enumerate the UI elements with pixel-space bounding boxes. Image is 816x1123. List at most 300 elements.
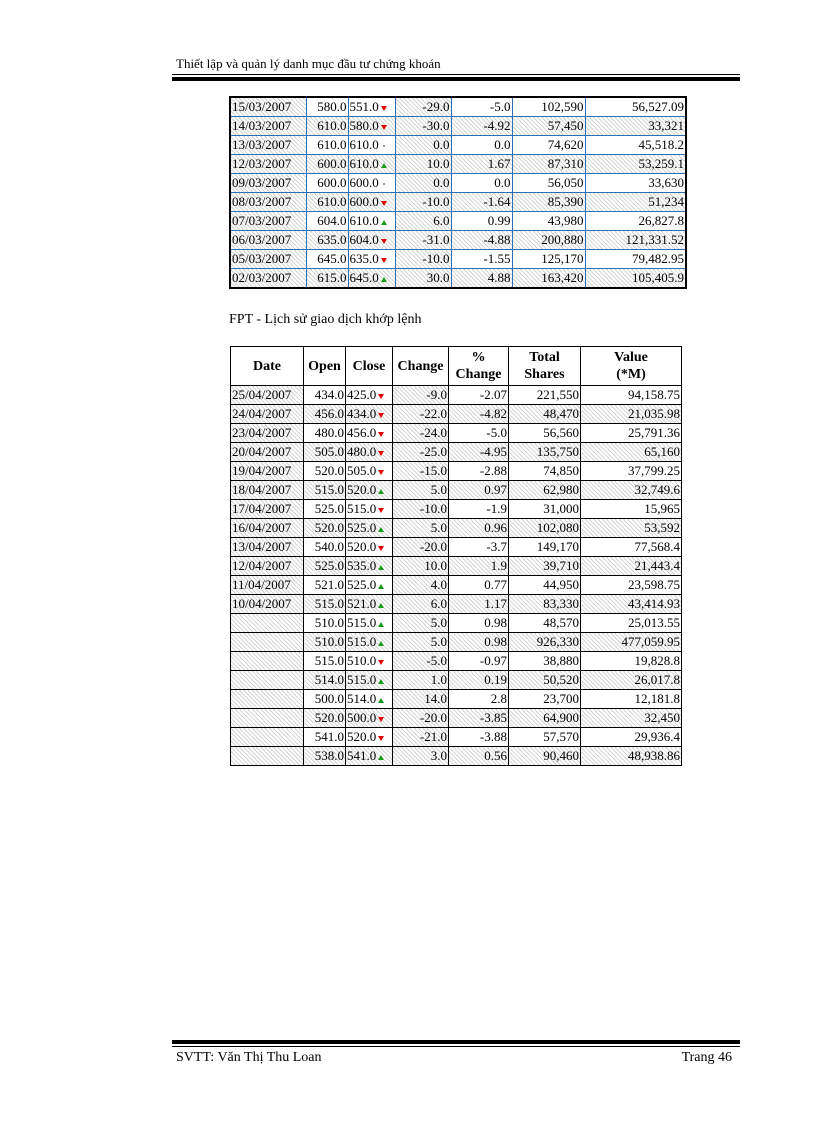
cell-open-text: 600.0 xyxy=(317,175,347,190)
arrow-up-icon xyxy=(378,622,384,627)
cell-pct xyxy=(451,117,512,136)
cell-open-text: 434.0 xyxy=(314,387,344,402)
cell-value-text: 26,017.8 xyxy=(634,672,680,687)
cell-pct-text: 0.97 xyxy=(484,482,507,497)
cell-close xyxy=(346,614,393,633)
cell-value-text: 94,158.75 xyxy=(628,387,680,402)
table-row xyxy=(230,97,686,117)
cell-close-text: 600.0 xyxy=(349,194,379,209)
cell-open-text: 505.0 xyxy=(314,444,344,459)
cell-date xyxy=(231,481,304,500)
table-row xyxy=(231,576,682,595)
cell-change xyxy=(395,212,451,231)
cell-value xyxy=(585,97,686,117)
cell-shares-text: 48,470 xyxy=(543,406,579,421)
cell-close xyxy=(348,231,395,250)
arrow-down-icon xyxy=(378,470,384,475)
cell-change xyxy=(393,481,449,500)
cell-change-text: -5.0 xyxy=(426,653,447,668)
cell-change-text: -10.0 xyxy=(419,501,447,516)
cell-shares-text: 200,880 xyxy=(541,232,584,247)
cell-pct-text: -4.88 xyxy=(483,232,511,247)
cell-close xyxy=(346,690,393,709)
table-row xyxy=(231,519,682,538)
cell-close xyxy=(346,443,393,462)
cell-date xyxy=(231,747,304,766)
cell-value xyxy=(581,557,682,576)
table-row xyxy=(231,386,682,405)
cell-pct-text: 2.8 xyxy=(490,691,507,706)
cell-pct-text: -2.07 xyxy=(479,387,507,402)
cell-change xyxy=(393,728,449,747)
header-value-line2: (*M) xyxy=(616,367,646,382)
cell-value-text: 32,450 xyxy=(644,710,680,725)
table-header-row xyxy=(231,347,682,386)
cell-open xyxy=(306,212,348,231)
cell-change-text: -10.0 xyxy=(422,251,450,266)
cell-shares xyxy=(509,424,581,443)
header-rule-thick xyxy=(172,77,740,81)
cell-change-text: -21.0 xyxy=(419,729,447,744)
cell-close-text: 514.0 xyxy=(347,691,377,706)
cell-value-text: 15,965 xyxy=(644,501,680,516)
cell-open xyxy=(304,462,346,481)
arrow-up-icon xyxy=(378,755,384,760)
cell-shares-text: 50,520 xyxy=(543,672,579,687)
cell-open-text: 515.0 xyxy=(314,482,344,497)
table-row xyxy=(231,405,682,424)
cell-pct xyxy=(449,576,509,595)
arrow-down-icon xyxy=(378,413,384,418)
cell-date xyxy=(231,557,304,576)
table-row xyxy=(231,424,682,443)
cell-open-text: 514.0 xyxy=(314,672,344,687)
cell-pct-text: -4.92 xyxy=(483,118,511,133)
cell-change xyxy=(393,652,449,671)
cell-pct xyxy=(449,386,509,405)
cell-shares-text: 48,570 xyxy=(543,615,579,630)
arrow-down-icon xyxy=(381,125,387,130)
cell-open-text: 510.0 xyxy=(314,615,344,630)
cell-value-text: 45,518.2 xyxy=(638,137,684,152)
cell-shares xyxy=(509,557,581,576)
cell-shares xyxy=(509,728,581,747)
cell-pct xyxy=(449,709,509,728)
cell-shares-text: 149,170 xyxy=(536,539,579,554)
cell-date-text: 10/04/2007 xyxy=(232,596,292,611)
cell-change-text: 5.0 xyxy=(430,482,447,497)
cell-value xyxy=(581,747,682,766)
cell-shares-text: 38,880 xyxy=(543,653,579,668)
cell-open xyxy=(306,193,348,212)
cell-change xyxy=(395,155,451,174)
cell-close xyxy=(346,747,393,766)
cell-change xyxy=(393,405,449,424)
cell-close xyxy=(348,117,395,136)
cell-open xyxy=(304,614,346,633)
cell-pct-text: -3.88 xyxy=(479,729,507,744)
cell-open-text: 456.0 xyxy=(314,406,344,421)
arrow-up-icon xyxy=(378,527,384,532)
table-row xyxy=(230,155,686,174)
cell-date xyxy=(231,424,304,443)
cell-pct-text: 0.96 xyxy=(484,520,507,535)
cell-close xyxy=(346,424,393,443)
cell-value-text: 65,160 xyxy=(644,444,680,459)
cell-close xyxy=(346,595,393,614)
cell-shares xyxy=(512,250,585,269)
cell-shares-text: 83,330 xyxy=(543,596,579,611)
cell-value-text: 53,259.1 xyxy=(638,156,684,171)
cell-open xyxy=(304,709,346,728)
cell-value-text: 21,035.98 xyxy=(628,406,680,421)
cell-close-text: 525.0 xyxy=(347,520,377,535)
cell-date xyxy=(230,117,306,136)
cell-close-text: 515.0 xyxy=(347,501,377,516)
cell-date-text: 20/04/2007 xyxy=(232,444,292,459)
cell-value xyxy=(581,576,682,595)
cell-open-text: 615.0 xyxy=(317,270,347,285)
cell-value-text: 25,013.55 xyxy=(628,615,680,630)
cell-close xyxy=(346,519,393,538)
cell-value-text: 51,234 xyxy=(648,194,684,209)
table-row xyxy=(231,652,682,671)
cell-shares-text: 85,390 xyxy=(547,194,584,209)
cell-change xyxy=(395,231,451,250)
cell-shares xyxy=(512,212,585,231)
header-value xyxy=(581,347,682,386)
cell-shares xyxy=(509,481,581,500)
cell-pct-text: 4.88 xyxy=(487,270,511,285)
cell-value-text: 12,181.8 xyxy=(634,691,680,706)
cell-shares xyxy=(512,269,585,289)
cell-shares-text: 57,450 xyxy=(547,118,584,133)
footer-rule-thin xyxy=(172,1046,740,1047)
table-row xyxy=(231,690,682,709)
cell-change-text: -9.0 xyxy=(426,387,447,402)
cell-value xyxy=(581,424,682,443)
table-row xyxy=(231,671,682,690)
cell-shares-text: 74,620 xyxy=(547,137,584,152)
dot-icon xyxy=(383,145,385,147)
cell-shares xyxy=(509,633,581,652)
header-total-shares xyxy=(509,347,581,386)
table-row xyxy=(231,481,682,500)
cell-close-text: 580.0 xyxy=(349,118,379,133)
cell-open xyxy=(304,443,346,462)
cell-value-text: 48,938.86 xyxy=(628,748,680,763)
table-row xyxy=(231,500,682,519)
table-row xyxy=(231,614,682,633)
header-shares-line1: Total xyxy=(529,350,560,365)
cell-change xyxy=(395,193,451,212)
cell-open-text: 525.0 xyxy=(314,501,344,516)
cell-value xyxy=(585,155,686,174)
cell-pct xyxy=(449,690,509,709)
cell-change-text: 3.0 xyxy=(430,748,447,763)
cell-pct-text: -1.55 xyxy=(483,251,511,266)
cell-shares xyxy=(509,614,581,633)
cell-change-text: 10.0 xyxy=(424,558,447,573)
cell-change-text: 14.0 xyxy=(424,691,447,706)
cell-pct-text: 0.19 xyxy=(484,672,507,687)
table-row xyxy=(230,250,686,269)
arrow-down-icon xyxy=(378,508,384,513)
cell-shares xyxy=(509,747,581,766)
cell-date-text: 11/04/2007 xyxy=(232,577,291,592)
cell-close xyxy=(348,269,395,289)
cell-shares xyxy=(512,193,585,212)
cell-open-text: 520.0 xyxy=(314,463,344,478)
cell-close xyxy=(346,652,393,671)
cell-pct xyxy=(449,538,509,557)
cell-date xyxy=(231,443,304,462)
cell-date xyxy=(231,614,304,633)
cell-open xyxy=(306,174,348,193)
cell-close-text: 535.0 xyxy=(347,558,377,573)
cell-close-text: 610.0 xyxy=(349,213,379,228)
cell-date-text: 13/04/2007 xyxy=(232,539,292,554)
cell-pct xyxy=(449,443,509,462)
arrow-down-icon xyxy=(378,432,384,437)
cell-close xyxy=(348,212,395,231)
cell-value xyxy=(581,481,682,500)
cell-close-text: 480.0 xyxy=(347,444,377,459)
cell-date xyxy=(230,174,306,193)
cell-open xyxy=(304,690,346,709)
cell-shares xyxy=(509,709,581,728)
header-open: Open xyxy=(304,347,346,386)
cell-close xyxy=(346,728,393,747)
cell-date-text: 02/03/2007 xyxy=(232,270,292,285)
cell-close xyxy=(346,481,393,500)
arrow-up-icon xyxy=(381,220,387,225)
arrow-down-icon xyxy=(378,394,384,399)
cell-pct-text: 1.17 xyxy=(484,596,507,611)
cell-pct-text: 0.98 xyxy=(484,634,507,649)
cell-close-text: 635.0 xyxy=(349,251,379,266)
cell-shares-text: 87,310 xyxy=(547,156,584,171)
header-close: Close xyxy=(346,347,393,386)
cell-open-text: 521.0 xyxy=(314,577,344,592)
arrow-down-icon xyxy=(378,717,384,722)
cell-pct-text: -5.0 xyxy=(486,425,507,440)
cell-close xyxy=(346,462,393,481)
cell-change-text: 6.0 xyxy=(430,596,447,611)
cell-value xyxy=(581,500,682,519)
cell-close-text: 541.0 xyxy=(347,748,377,763)
cell-close-text: 425.0 xyxy=(347,387,377,402)
cell-open xyxy=(306,231,348,250)
table-row xyxy=(230,136,686,155)
header-shares-line2: Shares xyxy=(524,367,565,382)
cell-pct xyxy=(451,250,512,269)
cell-open-text: 480.0 xyxy=(314,425,344,440)
cell-pct xyxy=(449,462,509,481)
cell-pct-text: 0.98 xyxy=(484,615,507,630)
cell-shares-text: 23,700 xyxy=(543,691,579,706)
cell-close-text: 610.0 xyxy=(349,156,379,171)
arrow-down-icon xyxy=(378,451,384,456)
cell-value-text: 37,799.25 xyxy=(628,463,680,478)
cell-change-text: -31.0 xyxy=(422,232,450,247)
cell-shares xyxy=(512,174,585,193)
cell-shares-text: 135,750 xyxy=(536,444,579,459)
cell-open-text: 580.0 xyxy=(317,99,347,114)
cell-date-text: 23/04/2007 xyxy=(232,425,292,440)
cell-shares xyxy=(512,97,585,117)
cell-pct xyxy=(449,481,509,500)
arrow-down-icon xyxy=(381,106,387,111)
cell-change-text: 10.0 xyxy=(426,156,450,171)
cell-change-text: 1.0 xyxy=(430,672,447,687)
cell-value xyxy=(581,633,682,652)
arrow-down-icon xyxy=(381,201,387,206)
cell-pct-text: -4.82 xyxy=(479,406,507,421)
cell-pct-text: -3.7 xyxy=(486,539,507,554)
cell-pct xyxy=(449,747,509,766)
cell-date xyxy=(230,97,306,117)
cell-close xyxy=(346,538,393,557)
cell-close-text: 551.0 xyxy=(349,99,379,114)
table-row xyxy=(231,557,682,576)
cell-change xyxy=(395,269,451,289)
cell-change xyxy=(393,443,449,462)
cell-date-text: 16/04/2007 xyxy=(232,520,292,535)
table-row xyxy=(230,174,686,193)
cell-change xyxy=(393,424,449,443)
cell-date xyxy=(230,212,306,231)
cell-pct xyxy=(451,269,512,289)
cell-value xyxy=(581,443,682,462)
cell-change-text: 5.0 xyxy=(430,634,447,649)
cell-value xyxy=(585,193,686,212)
cell-shares-text: 62,980 xyxy=(543,482,579,497)
cell-open-text: 610.0 xyxy=(317,118,347,133)
cell-date-text: 09/03/2007 xyxy=(232,175,292,190)
cell-shares xyxy=(509,519,581,538)
cell-value xyxy=(585,269,686,289)
cell-pct-text: 0.99 xyxy=(487,213,511,228)
cell-close-text: 515.0 xyxy=(347,672,377,687)
cell-open xyxy=(304,652,346,671)
price-history-table-march xyxy=(229,96,687,289)
cell-open-text: 610.0 xyxy=(317,194,347,209)
cell-change-text: 0.0 xyxy=(433,137,450,152)
cell-open-text: 600.0 xyxy=(317,156,347,171)
cell-pct xyxy=(451,193,512,212)
cell-date xyxy=(231,538,304,557)
cell-value xyxy=(585,174,686,193)
cell-open xyxy=(306,250,348,269)
cell-value xyxy=(581,652,682,671)
cell-date-text: 15/03/2007 xyxy=(232,99,292,114)
cell-shares-text: 90,460 xyxy=(543,748,579,763)
cell-open xyxy=(306,97,348,117)
cell-change xyxy=(393,614,449,633)
cell-value-text: 56,527.09 xyxy=(632,99,684,114)
cell-change xyxy=(393,747,449,766)
cell-shares-text: 31,000 xyxy=(543,501,579,516)
cell-pct xyxy=(449,614,509,633)
cell-shares-text: 44,950 xyxy=(543,577,579,592)
cell-open xyxy=(304,481,346,500)
cell-value-text: 29,936.4 xyxy=(634,729,680,744)
cell-date-text: 05/03/2007 xyxy=(232,251,292,266)
cell-date xyxy=(231,709,304,728)
header-change: Change xyxy=(393,347,449,386)
cell-pct-text: 0.77 xyxy=(484,577,507,592)
table-row xyxy=(231,538,682,557)
cell-open-text: 515.0 xyxy=(314,653,344,668)
table-row xyxy=(231,633,682,652)
table-row xyxy=(230,231,686,250)
cell-value-text: 105,405.9 xyxy=(632,270,684,285)
cell-pct xyxy=(449,595,509,614)
cell-value xyxy=(585,231,686,250)
cell-pct xyxy=(449,519,509,538)
cell-date xyxy=(230,193,306,212)
cell-pct xyxy=(451,174,512,193)
cell-value-text: 121,331.52 xyxy=(625,232,684,247)
cell-date-text: 18/04/2007 xyxy=(232,482,292,497)
cell-close xyxy=(348,250,395,269)
arrow-up-icon xyxy=(381,277,387,282)
cell-close-text: 520.0 xyxy=(347,729,377,744)
cell-value-text: 25,791.36 xyxy=(628,425,680,440)
cell-pct xyxy=(451,155,512,174)
table-row xyxy=(231,595,682,614)
cell-close-text: 515.0 xyxy=(347,634,377,649)
cell-close xyxy=(348,174,395,193)
cell-change-text: -30.0 xyxy=(422,118,450,133)
cell-change-text: -20.0 xyxy=(419,539,447,554)
cell-date xyxy=(230,269,306,289)
cell-value-text: 21,443.4 xyxy=(634,558,680,573)
cell-shares xyxy=(512,136,585,155)
cell-pct-text: -3.85 xyxy=(479,710,507,725)
cell-change xyxy=(395,250,451,269)
cell-change xyxy=(393,709,449,728)
cell-date xyxy=(231,386,304,405)
cell-close xyxy=(348,193,395,212)
cell-value-text: 33,321 xyxy=(648,118,684,133)
cell-shares xyxy=(509,462,581,481)
cell-close-text: 456.0 xyxy=(347,425,377,440)
cell-date xyxy=(230,155,306,174)
arrow-up-icon xyxy=(381,163,387,168)
cell-pct xyxy=(451,212,512,231)
cell-shares xyxy=(509,538,581,557)
cell-shares-text: 74,850 xyxy=(543,463,579,478)
cell-close xyxy=(346,709,393,728)
cell-date xyxy=(231,690,304,709)
cell-date xyxy=(230,250,306,269)
cell-value-text: 43,414.93 xyxy=(628,596,680,611)
cell-pct xyxy=(449,633,509,652)
cell-open-text: 520.0 xyxy=(314,520,344,535)
cell-change-text: 5.0 xyxy=(430,615,447,630)
header-pct-line1: % xyxy=(471,350,486,365)
cell-open-text: 510.0 xyxy=(314,634,344,649)
cell-value xyxy=(581,538,682,557)
cell-pct xyxy=(449,652,509,671)
table-row xyxy=(230,212,686,231)
cell-open xyxy=(304,386,346,405)
cell-change-text: 4.0 xyxy=(430,577,447,592)
cell-date-text: 25/04/2007 xyxy=(232,387,292,402)
cell-date-text: 24/04/2007 xyxy=(232,406,292,421)
